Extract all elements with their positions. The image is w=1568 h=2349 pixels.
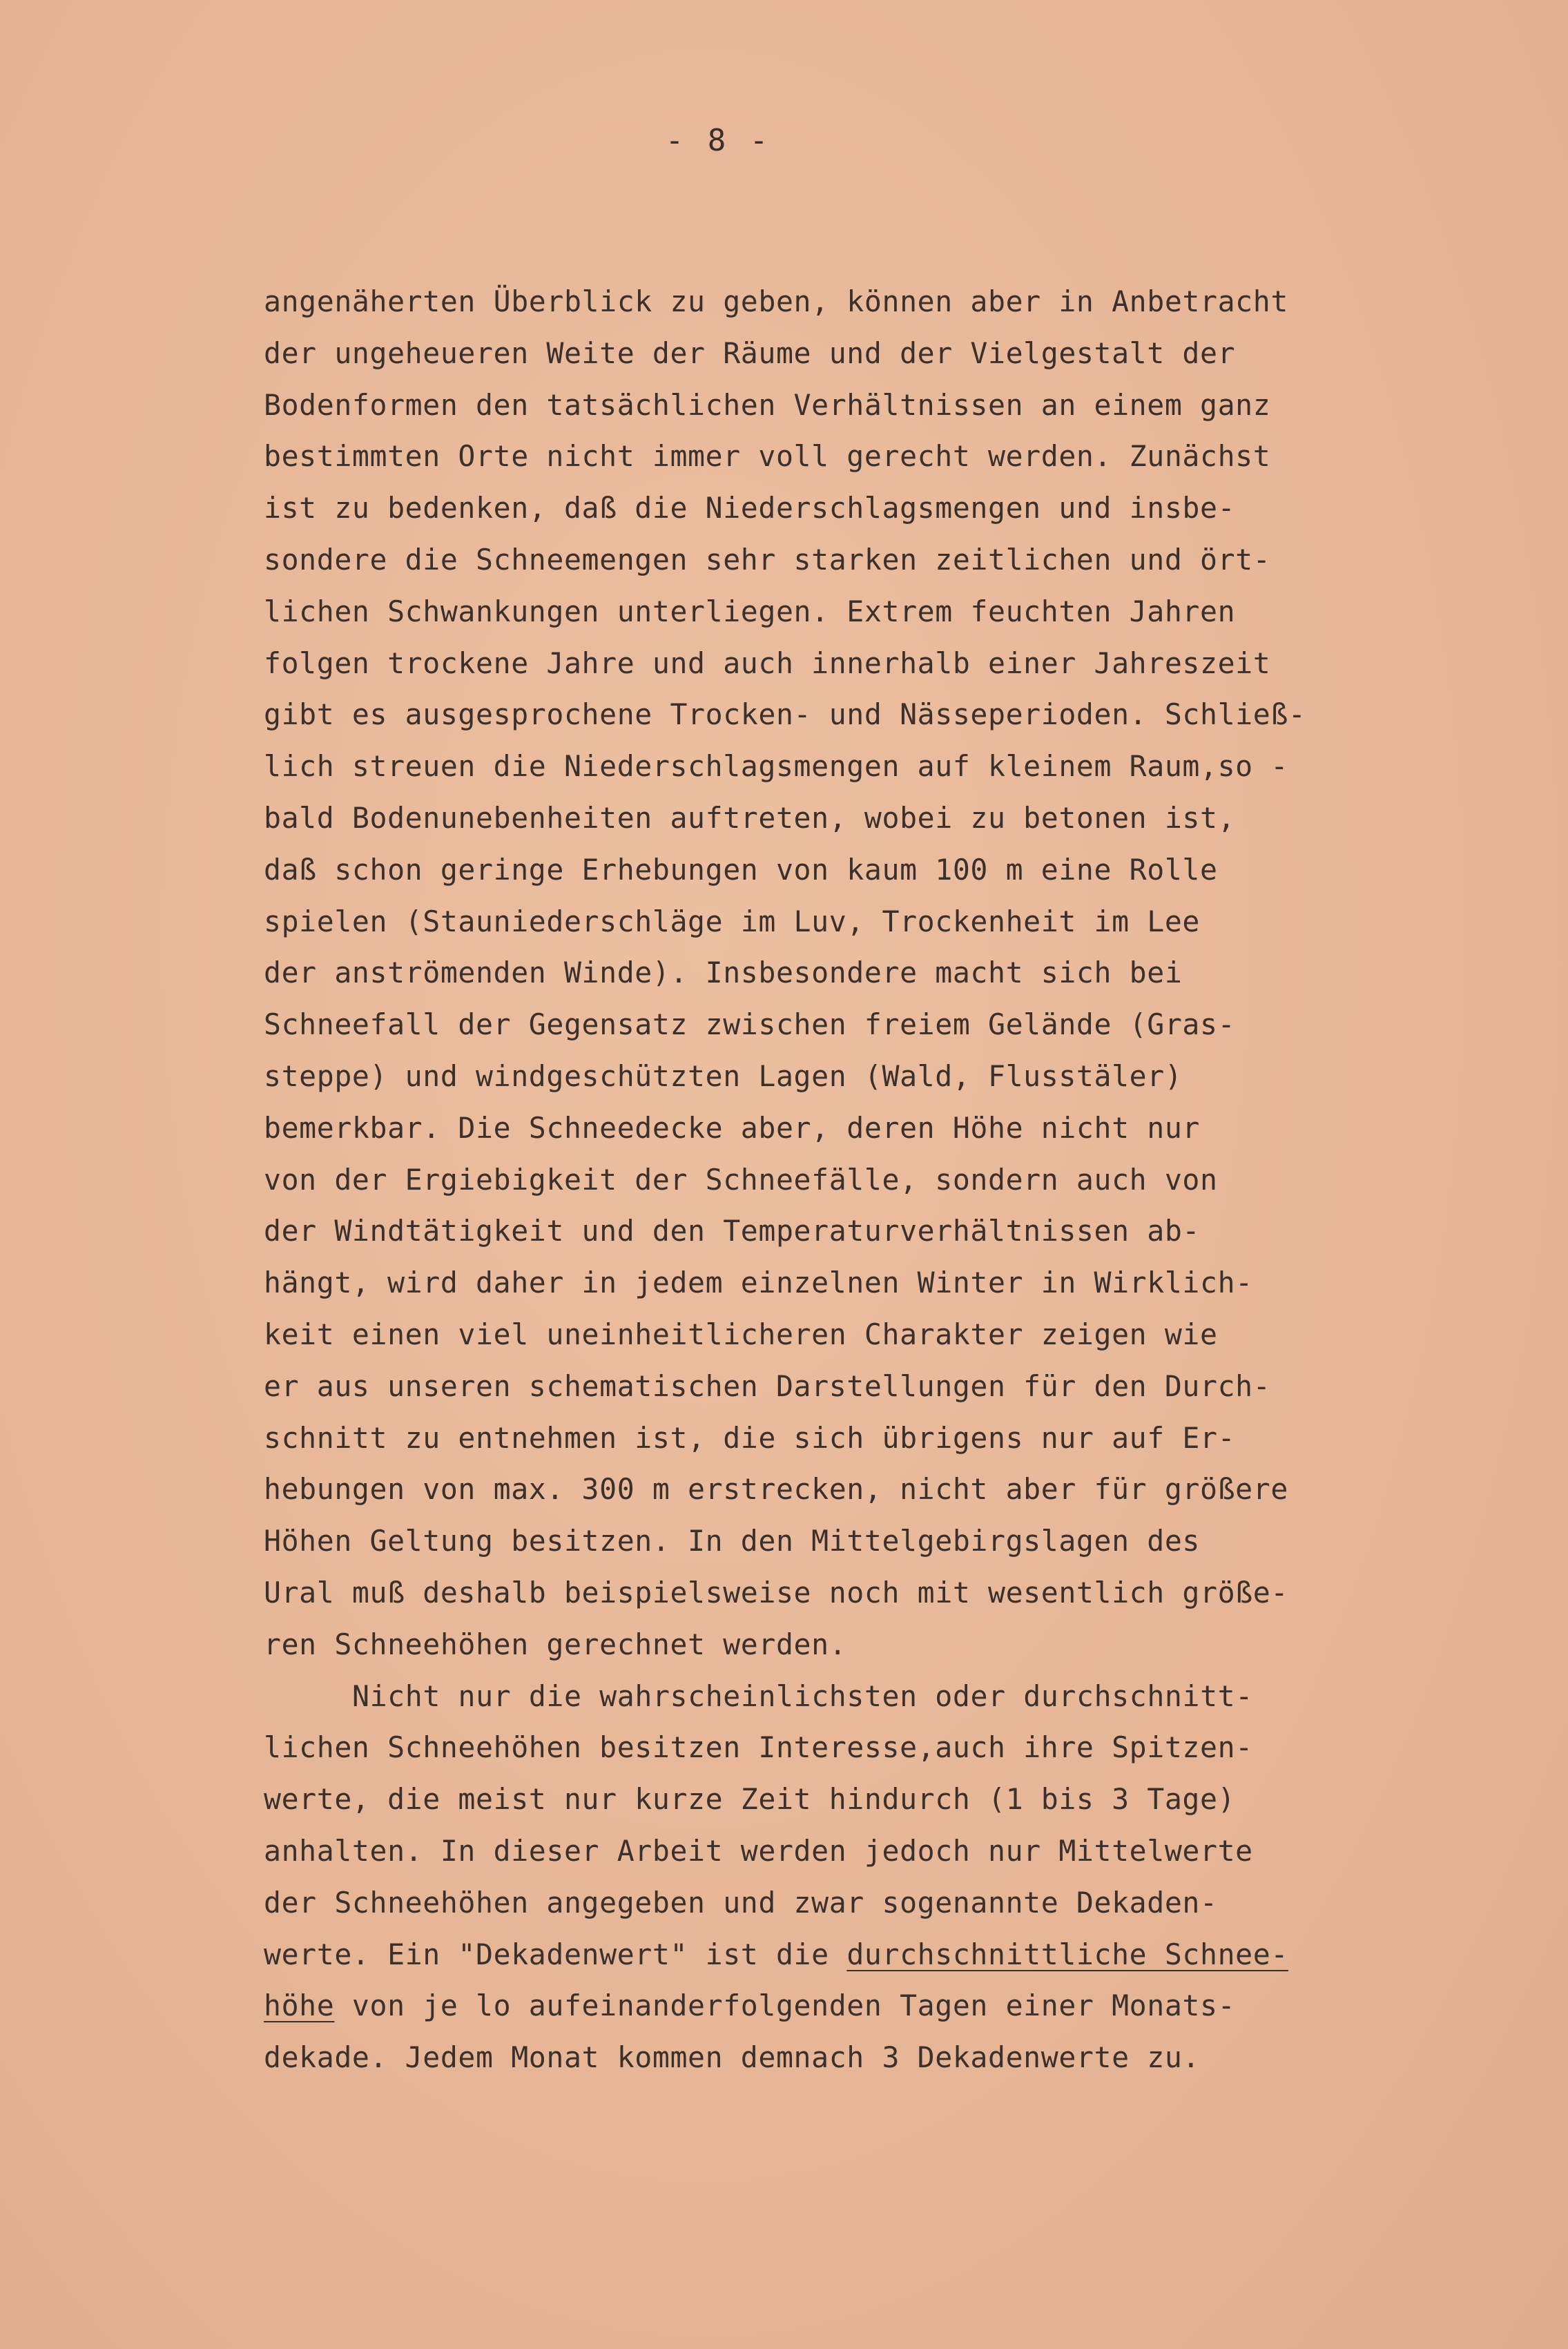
text-line: lichen Schwankungen unterliegen. Extrem feuchten Jahren	[264, 594, 1236, 628]
text-line: bemerkbar. Die Schneedecke aber, deren Höhe nicht nur	[264, 1110, 1201, 1145]
text-line	[264, 1980, 1507, 2032]
text-line: der ungeheueren Weite der Räume und der Vielgestalt der	[264, 336, 1236, 370]
text-line: der Schneehöhen angegeben und zwar sogenannte Dekaden-	[264, 1885, 1218, 1920]
text-line: schnitt zu entnehmen ist, die sich übrigens nur auf Er-	[264, 1420, 1236, 1455]
text-line: Nicht nur die wahrscheinlichsten oder durchschnitt-	[352, 1679, 1253, 1713]
text-line: spielen (Stauniederschläge im Luv, Trockenheit im Lee	[264, 904, 1201, 938]
underlined-term: durchschnittliche Schnee-	[846, 1937, 1288, 1971]
text-line: folgen trockene Jahre und auch innerhalb einer Jahreszeit	[264, 646, 1271, 680]
text-line: bestimmten Orte nicht immer voll gerecht werden. Zunächst	[264, 439, 1271, 474]
text-line: daß schon geringe Erhebungen von kaum 100 m eine Rolle	[264, 852, 1218, 887]
text-line: Höhen Geltung besitzen. In den Mittelgebirgslagen des	[264, 1524, 1201, 1558]
page-number: - 8 -	[665, 123, 771, 158]
text-line: hebungen von max. 300 m erstrecken, nicht aber für größere	[264, 1472, 1288, 1507]
underlined-term: höhe	[264, 1989, 335, 2023]
text-line: steppe) und windgeschützten Lagen (Wald, Flusstäler)	[264, 1058, 1183, 1093]
text-line: Ural muß deshalb beispielsweise noch mit wesentlich größe-	[264, 1575, 1288, 1610]
text-line: dekade. Jedem Monat kommen demnach 3 Dekadenwerte zu.	[264, 2040, 1201, 2075]
text-segment: werte. Ein "Dekadenwert" ist die	[264, 1937, 847, 1971]
text-line: keit einen viel uneinheitlicheren Charakter zeigen wie	[264, 1317, 1218, 1351]
text-line: ren Schneehöhen gerechnet werden.	[264, 1627, 847, 1661]
text-line: werte, die meist nur kurze Zeit hindurch (1 bis 3 Tage)	[264, 1782, 1236, 1817]
text-line: hängt, wird daher in jedem einzelnen Winter in Wirklich-	[264, 1266, 1253, 1300]
text-segment: von je lo aufeinanderfolgenden Tagen einer Monats-	[334, 1989, 1236, 2023]
text-line: er aus unseren schematischen Darstellungen für den Durch-	[264, 1369, 1271, 1403]
text-line: Schneefall der Gegensatz zwischen freiem Gelände (Gras-	[264, 1007, 1236, 1042]
text-line	[264, 1929, 1507, 1981]
text-line: der anströmenden Winde). Insbesondere macht sich bei	[264, 956, 1183, 990]
text-line: sondere die Schneemengen sehr starken zeitlichen und ört-	[264, 542, 1271, 577]
text-line: angenäherten Überblick zu geben, können aber in Anbetracht	[264, 284, 1288, 318]
text-line: anhalten. In dieser Arbeit werden jedoch nur Mittelwerte	[264, 1833, 1253, 1868]
text-line: bald Bodenunebenheiten auftreten, wobei zu betonen ist,	[264, 800, 1236, 835]
text-line: lich streuen die Niederschlagsmengen auf kleinem Raum,so -	[264, 749, 1288, 784]
text-line: lichen Schneehöhen besitzen Interesse,auch ihre Spitzen-	[264, 1730, 1253, 1765]
body-text	[264, 276, 1507, 2084]
text-line: von der Ergiebigkeit der Schneefälle, sondern auch von	[264, 1162, 1218, 1197]
text-line: Bodenformen den tatsächlichen Verhältnissen an einem ganz	[264, 387, 1271, 422]
text-line: ist zu bedenken, daß die Niederschlagsmengen und insbe-	[264, 491, 1236, 525]
text-line: der Windtätigkeit und den Temperaturverhältnissen ab-	[264, 1214, 1201, 1248]
text-line: gibt es ausgesprochene Trocken- und Nässeperioden. Schließ-	[264, 697, 1306, 732]
